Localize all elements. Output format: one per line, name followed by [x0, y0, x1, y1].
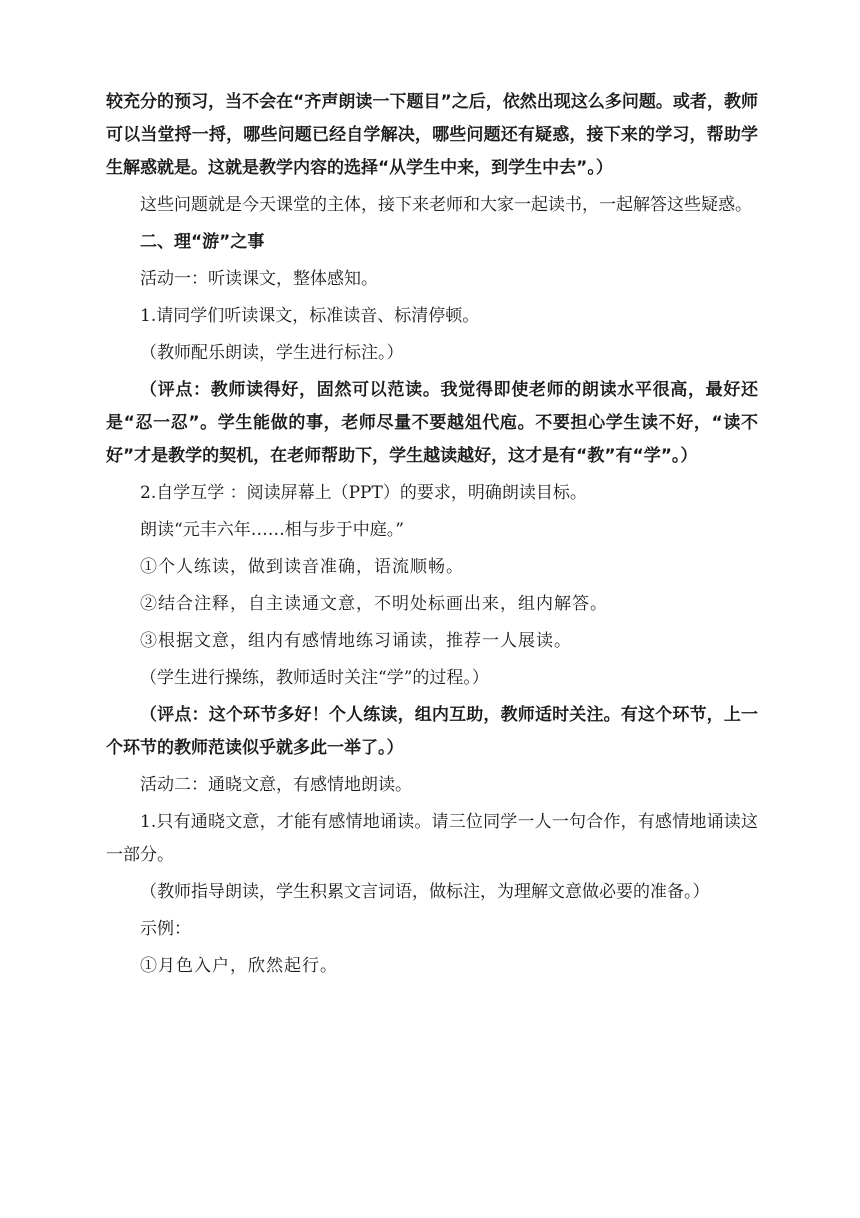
comment-open-paren-1: （	[140, 380, 158, 400]
comment-paragraph-2	[106, 699, 758, 765]
comment-label-1: 评点：	[157, 380, 211, 400]
document-page	[106, 86, 758, 987]
paragraph-preview-comment: 较充分的预习，当不会在“齐声朗读一下题目”之后，依然出现这么多问题。或者，教师可以当堂捋一捋，哪些问题已经自学解决，哪些问题还有疑惑，接下来的学习，帮助学生解惑就是。这就是教学内容的选择“从学生中来，到学生中去”。）	[106, 92, 758, 178]
comment-paragraph-1	[106, 374, 758, 473]
requirement-2: ②结合注释，自主读通文意，不明处标画出来，组内解答。	[140, 594, 608, 614]
requirement-1: ①个人练读，做到读音准确，语流顺畅。	[140, 557, 464, 577]
activity-one-step-1: 1.请同学们听读课文，标准读音、标清停顿。	[140, 306, 480, 326]
comment-label-2: 评点：	[157, 705, 209, 725]
activity-two-step-1: 1.只有通晓文意，才能有感情地诵读。请三位同学一人一句合作，有感情地诵读这一部分。	[106, 812, 758, 865]
teacher-reading-note: （教师配乐朗读，学生进行标注。）	[140, 343, 404, 363]
teacher-guide-note: （教师指导朗读，学生积累文言词语，做标注，为理解文意做必要的准备。）	[140, 882, 710, 902]
comment-text-2: 这个环节多好！个人练读，组内互助，教师适时关注。有这个环节，上一个环节的教师范读似乎就多此一举了。）	[106, 705, 759, 758]
activity-one-title: 活动一：听读课文，整体感知。	[140, 269, 378, 289]
activity-two-title: 活动二：通晓文意，有感情地朗读。	[140, 775, 412, 795]
reading-range: 朗读“元丰六年……相与步于中庭。”	[140, 520, 404, 540]
comment-text-1: 教师读得好，固然可以范读。我觉得即使老师的朗读水平很高，最好还是“忍一忍”。学生能做的事，老师尽量不要越俎代庖。不要担心学生读不好，“读不好”才是教学的契机，在老师帮助下，学生越读越好，这才是有“教”有“学”。）	[106, 380, 759, 466]
example-1: ①月色入户，欣然起行。	[140, 956, 338, 976]
comment-open-paren-2: （	[140, 705, 158, 725]
example-label: 示例：	[140, 919, 191, 939]
requirement-3: ③根据文意，组内有感情地练习诵读，推荐一人展读。	[140, 631, 572, 651]
student-practice-note: （学生进行操练，教师适时关注“学”的过程。）	[140, 668, 489, 688]
paragraph-intro: 这些问题就是今天课堂的主体，接下来老师和大家一起读书，一起解答这些疑惑。	[140, 195, 752, 215]
section-heading: 二、理“游”之事	[140, 232, 265, 252]
activity-one-step-2: 2.自学互学 ：阅读屏幕上（PPT）的要求，明确朗读目标。	[140, 483, 587, 503]
